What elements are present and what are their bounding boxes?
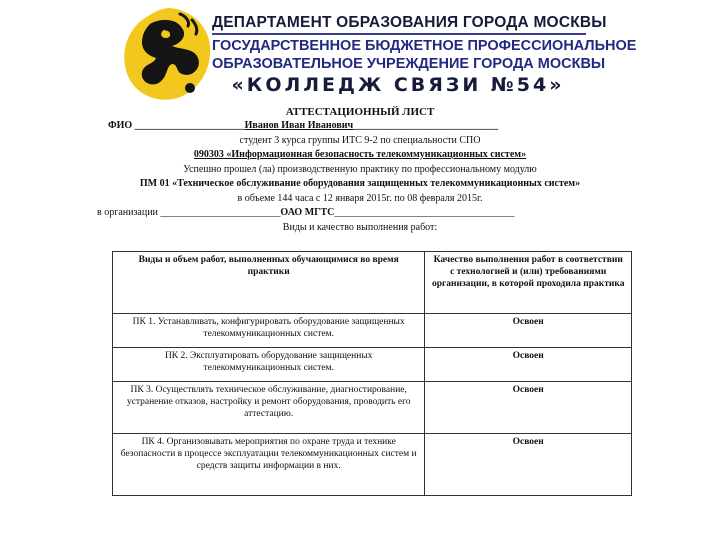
logo-dot-shape bbox=[185, 83, 195, 93]
works-caption: Виды и качество выполнения работ: bbox=[282, 222, 438, 233]
volume-line: в объеме 144 часа с 12 января 2015г. по 08 февраля 2015г. bbox=[237, 193, 483, 204]
institution-line-2: ОБРАЗОВАТЕЛЬНОЕ УЧРЕЖДЕНИЕ ГОРОДА МОСКВЫ bbox=[212, 56, 606, 72]
header-works: Виды и объем работ, выполненных обучающимися во время практики bbox=[113, 252, 425, 314]
table-row bbox=[113, 348, 632, 382]
quality-cell: Освоен bbox=[425, 382, 632, 434]
table-row bbox=[113, 434, 632, 496]
fio-label: ФИО ______________________ bbox=[108, 120, 245, 131]
institution-line-1: ГОСУДАРСТВЕННОЕ БЮДЖЕТНОЕ ПРОФЕССИОНАЛЬНОЕ bbox=[212, 38, 637, 54]
work-cell: ПК 2. Эксплуатировать оборудование защищенных телекоммуникационных систем. bbox=[113, 348, 425, 382]
work-cell: ПК 3. Осуществлять техническое обслуживание, диагностирование, устранение отказов, настройку и ремонт оборудования, проводить его аттестацию. bbox=[113, 382, 425, 434]
quality-cell: Освоен bbox=[425, 434, 632, 496]
fio-value: Иванов Иван Иванович bbox=[244, 120, 354, 131]
org-value: ОАО МГТС bbox=[280, 207, 335, 218]
fio-line bbox=[108, 120, 498, 132]
work-cell: ПК 4. Организовывать мероприятия по охране труда и технике безопасности в процессе эксплуатации телекоммуникационных систем и средств защиты информации в них. bbox=[113, 434, 425, 496]
student-line: студент 3 курса группы ИТС 9-2 по специальности СПО bbox=[239, 135, 481, 146]
org-label: в организации ________________________ bbox=[97, 207, 281, 218]
document-title: АТТЕСТАЦИОННЫЙ ЛИСТ bbox=[285, 106, 435, 118]
org-tail: ____________________________________ bbox=[334, 207, 515, 218]
work-cell: ПК 1. Устанавливать, конфигурировать оборудование защищенных телекоммуникационных систем. bbox=[113, 314, 425, 348]
header-divider bbox=[212, 33, 586, 35]
header-quality: Качество выполнения работ в соответствии с технологией и (или) требованиями организации, в которой проходила практика bbox=[425, 252, 632, 314]
department-title: ДЕПАРТАМЕНТ ОБРАЗОВАНИЯ ГОРОДА МОСКВЫ bbox=[212, 14, 607, 31]
specialty-line: 090303 «Информационная безопасность телекоммуникационных систем» bbox=[193, 149, 527, 160]
practice-results-table bbox=[112, 251, 632, 496]
quality-cell: Освоен bbox=[425, 314, 632, 348]
organization-line bbox=[97, 207, 514, 219]
module-line: ПМ 01 «Техническое обслуживание оборудования защищенных телекоммуникационных систем» bbox=[139, 178, 581, 189]
table-row bbox=[113, 314, 632, 348]
quality-cell: Освоен bbox=[425, 348, 632, 382]
table-row bbox=[113, 382, 632, 434]
table-header-row bbox=[113, 252, 632, 314]
college-name: «КОЛЛЕДЖ СВЯЗИ №54» bbox=[231, 74, 565, 96]
practice-line: Успешно прошел (ла) производственную практику по профессиональному модулю bbox=[183, 164, 537, 175]
fio-tail: _____________________________ bbox=[353, 120, 499, 131]
college-logo-icon bbox=[120, 4, 216, 104]
